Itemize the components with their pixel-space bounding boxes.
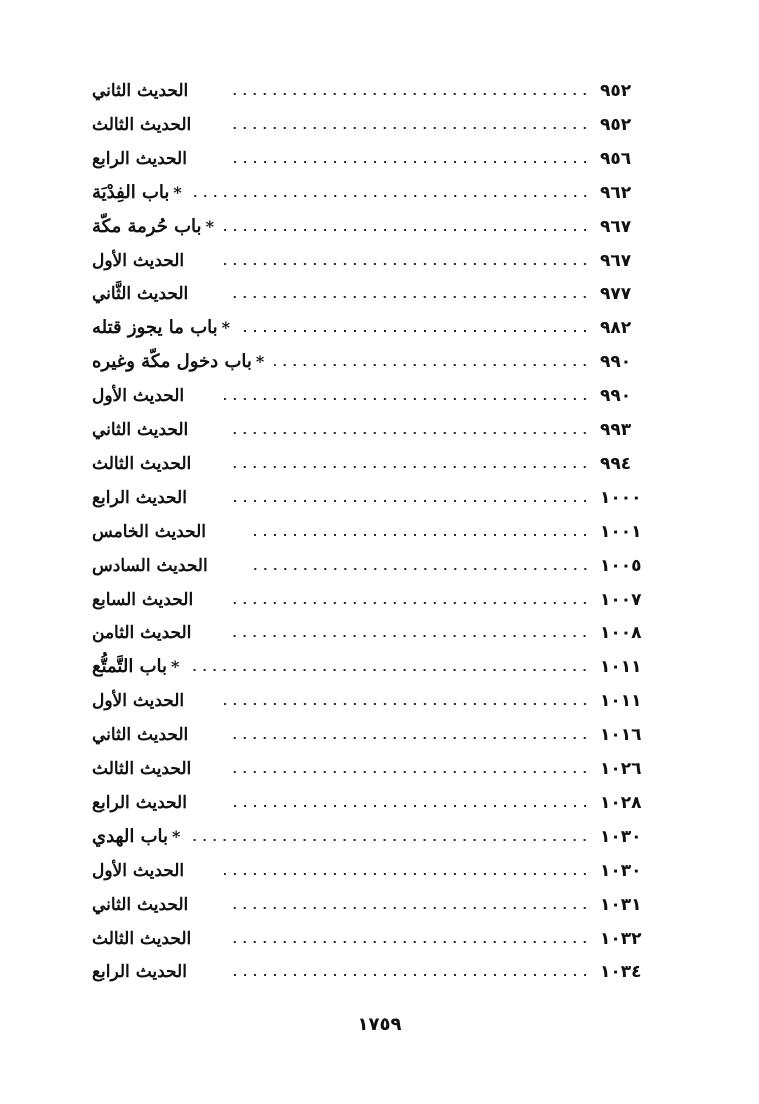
toc-chapter-row — [92, 820, 648, 854]
chapter-title — [92, 345, 264, 379]
dot-leader — [189, 650, 590, 684]
asterisk-marker: * — [173, 182, 182, 202]
dot-leader — [228, 74, 590, 108]
entry-title-text: الحديث الثاني — [92, 894, 189, 915]
hadith-title — [92, 786, 187, 820]
page-ref: ٩٥٢ — [600, 114, 632, 135]
page-ref: ١٠٣١ — [600, 894, 642, 915]
toc-hadith-row — [92, 888, 648, 922]
asterisk-marker: * — [205, 216, 214, 236]
page-ref: ٩٩٤ — [600, 453, 632, 474]
hadith-title — [92, 379, 184, 413]
toc-hadith-row — [92, 447, 648, 481]
page-ref: ٩٦٧ — [600, 216, 632, 237]
toc-hadith-row — [92, 108, 648, 142]
toc-hadith-row — [92, 616, 648, 650]
toc-hadith-row — [92, 955, 648, 989]
dot-leader — [231, 752, 590, 786]
hadith-title — [92, 447, 191, 481]
toc-hadith-row — [92, 684, 648, 718]
dot-leader — [227, 142, 590, 176]
toc-chapter-row — [92, 210, 648, 244]
toc-chapter-row — [92, 345, 648, 379]
dot-leader — [231, 447, 590, 481]
entry-title-text: الحديث الثاني — [92, 81, 189, 101]
entry-title-text: الحديث الخامس — [92, 521, 206, 542]
toc-hadith-row — [92, 515, 648, 549]
dot-leader — [227, 786, 590, 820]
entry-title-text: الحديث الثامن — [92, 623, 192, 644]
page-ref: ١٠٣٠ — [600, 826, 642, 847]
page-ref: ٩٧٧ — [600, 284, 632, 305]
toc-chapter-row — [92, 650, 648, 684]
hadith-title — [92, 549, 208, 583]
hadith-title — [92, 854, 184, 888]
dot-leader — [231, 922, 590, 956]
toc-hadith-row — [92, 549, 648, 583]
entry-title-text: الحديث الثَّاني — [92, 284, 189, 305]
dot-leader — [233, 583, 590, 617]
toc-hadith-row — [92, 481, 648, 515]
page-ref: ١٠٠٨ — [600, 623, 642, 644]
dot-leader — [246, 515, 590, 549]
toc-chapter-row — [92, 176, 648, 210]
asterisk-marker: * — [171, 657, 180, 677]
chapter-title — [92, 210, 214, 244]
page-ref: ١٠٠٠ — [600, 487, 642, 508]
toc-hadith-row — [92, 413, 648, 447]
hadith-title — [92, 481, 187, 515]
hadith-title — [92, 616, 191, 650]
hadith-title — [92, 718, 188, 752]
entry-title-text: الحديث السابع — [92, 589, 194, 610]
page-ref: ٩٥٦ — [600, 148, 632, 169]
entry-title-text: الحديث الثالث — [92, 928, 192, 949]
page-ref: ١٠١١ — [600, 657, 642, 678]
dot-leader — [248, 549, 590, 583]
dot-leader — [227, 481, 590, 515]
page-ref: ١٠٢٦ — [600, 759, 642, 779]
entry-title-text: الحديث الثاني — [92, 725, 189, 746]
asterisk-marker: * — [255, 352, 265, 372]
entry-title-text: الحديث الرابع — [92, 487, 187, 508]
page-ref: ٩٨٢ — [600, 318, 632, 339]
page-ref: ١٠٠١ — [600, 521, 642, 542]
page-ref: ١٠٢٨ — [600, 792, 642, 813]
entry-title-text: باب الهدي — [92, 825, 169, 847]
dot-leader — [192, 176, 590, 210]
asterisk-marker: * — [221, 318, 231, 338]
toc-hadith-row — [92, 752, 648, 786]
chapter-title — [92, 176, 182, 210]
dot-leader — [228, 413, 590, 447]
page-ref: ١٠٣٢ — [600, 928, 642, 949]
page-ref: ١٠٠٥ — [600, 555, 642, 576]
hadith-title — [92, 583, 193, 617]
page-ref: ١٠٣٤ — [600, 962, 642, 983]
toc-hadith-row — [92, 74, 648, 108]
dot-leader — [228, 718, 590, 752]
hadith-title — [92, 108, 191, 142]
page-ref: ٩٩٠ — [600, 386, 632, 407]
page-ref: ٩٦٧ — [600, 250, 632, 271]
page-ref: ١٠٣٠ — [600, 860, 642, 881]
page-number: ١٧٥٩ — [357, 1014, 402, 1035]
entry-title-text: باب دخول مكّة وغيره — [92, 351, 252, 373]
entry-title-text: الحديث الأول — [92, 691, 185, 712]
entry-title-text: باب ما يجوز قتله — [92, 317, 218, 339]
toc-chapter-row — [92, 311, 648, 345]
toc-hadith-row — [92, 718, 648, 752]
toc-hadith-row — [92, 277, 648, 311]
page-ref: ٩٥٢ — [600, 81, 632, 101]
toc-hadith-row — [92, 854, 648, 888]
dot-leader — [240, 311, 590, 345]
page-ref: ١٠١١ — [600, 691, 642, 712]
dot-leader — [228, 888, 590, 922]
hadith-title — [92, 955, 187, 989]
hadith-title — [92, 142, 187, 176]
dot-leader — [224, 210, 590, 244]
hadith-title — [92, 922, 191, 956]
hadith-title — [92, 74, 188, 108]
dot-leader — [227, 955, 590, 989]
entry-title-text: الحديث الرابع — [92, 792, 187, 813]
entry-title-text: الحديث الرابع — [92, 962, 187, 983]
entry-title-text: الحديث الأول — [92, 386, 185, 407]
entry-title-text: باب حُرمة مكّة — [92, 215, 202, 237]
hadith-title — [92, 684, 184, 718]
dot-leader — [231, 108, 590, 142]
page-ref: ١٠٠٧ — [600, 589, 642, 610]
chapter-title — [92, 311, 230, 345]
entry-title-text: الحديث الأول — [92, 860, 185, 881]
dot-leader — [190, 820, 590, 854]
entry-title-text: الحديث الثالث — [92, 759, 192, 779]
entry-title-text: الحديث الثاني — [92, 420, 189, 440]
hadith-title — [92, 888, 188, 922]
toc-hadith-row — [92, 922, 648, 956]
dot-leader — [224, 244, 590, 278]
toc-hadith-row — [92, 379, 648, 413]
page-ref: ٩٩٠ — [600, 352, 632, 373]
dot-leader — [224, 684, 590, 718]
entry-title-text: باب التَّمتُّع — [92, 656, 168, 678]
page-ref: ٩٩٣ — [600, 420, 632, 440]
dot-leader — [224, 854, 590, 888]
entry-title-text: الحديث الأول — [92, 250, 185, 271]
entry-title-text: باب الفِدْيَة — [92, 181, 170, 203]
entry-title-text: الحديث السادس — [92, 555, 208, 576]
chapter-title — [92, 650, 179, 684]
hadith-title — [92, 277, 188, 311]
entry-title-text: الحديث الثالث — [92, 453, 192, 474]
toc-hadith-row — [92, 244, 648, 278]
asterisk-marker: * — [172, 826, 181, 846]
dot-leader — [228, 277, 590, 311]
hadith-title — [92, 515, 206, 549]
hadith-title — [92, 413, 188, 447]
chapter-title — [92, 820, 180, 854]
dot-leader — [231, 616, 590, 650]
page-ref: ١٠١٦ — [600, 725, 642, 746]
page-ref: ٩٦٢ — [600, 182, 632, 203]
toc-hadith-row — [92, 786, 648, 820]
hadith-title — [92, 244, 184, 278]
toc-hadith-row — [92, 142, 648, 176]
hadith-title — [92, 752, 191, 786]
toc-hadith-row — [92, 583, 648, 617]
dot-leader — [224, 379, 590, 413]
entry-title-text: الحديث الثالث — [92, 114, 192, 135]
dot-leader — [274, 345, 590, 379]
entry-title-text: الحديث الرابع — [92, 148, 187, 169]
